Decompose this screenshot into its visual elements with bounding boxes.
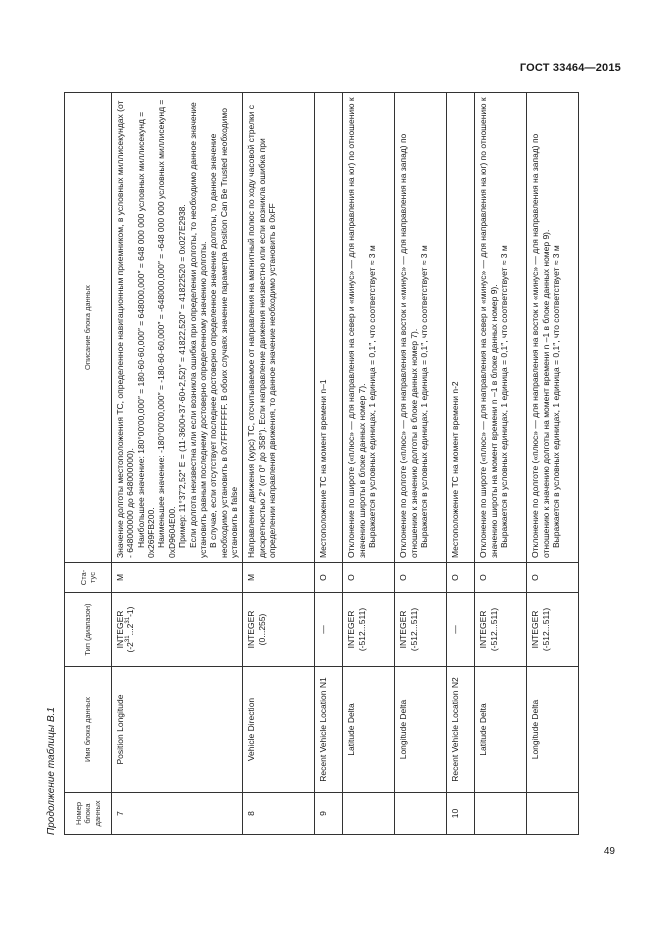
row-num <box>475 793 527 835</box>
row-type: INTEGER (-512...511) <box>343 593 395 667</box>
header-desc: Описание блока данных <box>65 93 112 563</box>
page-number: 49 <box>603 846 615 857</box>
table-row <box>475 93 527 835</box>
row-type: INTEGER (-512...511) <box>395 593 447 667</box>
row-status: O <box>527 563 579 593</box>
row-num: 8 <box>243 793 315 835</box>
row-num: 10 <box>447 793 475 835</box>
row-status: O <box>447 563 475 593</box>
row-type: INTEGER (-512...511) <box>527 593 579 667</box>
row-num: 7 <box>112 793 243 835</box>
row-num <box>395 793 447 835</box>
row-status: O <box>475 563 527 593</box>
row-desc: Значение долготы местоположения ТС, определенное навигационным приемником, в условных миллисекундах (от - 648000000 до 648000000). Наибольшее значение: 180°00′00,000″ = 180·60·60,000″ = 648000,000″ = 648 000 000 условных миллисекунд = 0x269FB200. Наименьшее значение: -180°00′00,000″ = -180·60·60,000″ = -648000,000″ = -648 000 000 условных миллисекунд = 0xD9604E00. Пример: 11°37′2,52″ E = (11·3600+37·60+2,52)″ = 41822,520″ = 41822520 = 0x027E2938. Если долгота неизвестна или если возникла ошибка при определении долготы, то необходимо данное значение установить равным последнему достоверно определенному значению долготы. В случае, если отсутствует последнее достоверно определенное значение долготы, то данное значение необходимо установить в 0x7FFFFFFF. В обоих случаях значение параметра Position Can Be Trusted необходимо установить в false <box>112 93 243 563</box>
row-desc: Местоположение ТС на момент времени n-2 <box>447 93 475 563</box>
row-type: INTEGER (0...255) <box>243 593 315 667</box>
row-name: Vehicle Direction <box>243 667 315 793</box>
rotated-table-area <box>44 93 592 835</box>
data-blocks-table <box>64 92 579 835</box>
row-status: O <box>315 563 343 593</box>
table-header-row <box>65 93 112 835</box>
row-name: Latitude Delta <box>475 667 527 793</box>
table-row <box>395 93 447 835</box>
row-num <box>343 793 395 835</box>
row-desc: Отклонение по долготе («плюс» — для направления на восток и «минус» — для направления на запад) по отношению к значению долготы на момент времени n –1 в блоке данных номер 9). Выражается в условных единицах, 1 единица = 0,1″, что соответствует ≈ 3 м <box>527 93 579 563</box>
row-name: Recent Vehicle Location N2 <box>447 667 475 793</box>
row-desc: Отклонение по широте («плюс» — для направления на север и «минус» — для направления на юг) по отношению к значению широты в блоке данных номер 7). Выражается в условных единицах, 1 единица = 0,1″, что соответствует ≈ 3 м <box>343 93 395 563</box>
table-row <box>527 93 579 835</box>
standard-header: ГОСТ 33464—2015 <box>519 62 621 74</box>
row-status: M <box>243 563 315 593</box>
table-row <box>112 93 243 835</box>
table-row <box>447 93 475 835</box>
row-name: Recent Vehicle Location N1 <box>315 667 343 793</box>
row-name: Longitude Delta <box>527 667 579 793</box>
row-desc: Местоположение ТС на момент времени n–1 <box>315 93 343 563</box>
header-status: Ста-тус <box>65 563 112 593</box>
table-row <box>343 93 395 835</box>
table-caption: Продолжение таблицы В.1 <box>46 707 57 835</box>
header-num: Номер блока данных <box>65 793 112 835</box>
header-type: Тип (диапазон) <box>65 593 112 667</box>
row-num <box>527 793 579 835</box>
row-name: Position Longitude <box>112 667 243 793</box>
type-label: INTEGER <box>115 610 125 649</box>
row-type <box>112 593 243 667</box>
row-type: — <box>447 593 475 667</box>
table-row <box>315 93 343 835</box>
row-desc: Направление движения (курс) ТС, отсчитываемое от направления на магнитный полюс по ходу часовой стрелки с дискретностью 2° (от 0° до 358°). Если направление движения неизвестно или если возникла ошибка при определении направления движения, то данное значение необходимо установить в 0xFF <box>243 93 315 563</box>
row-type: — <box>315 593 343 667</box>
row-status: M <box>112 563 243 593</box>
row-num: 9 <box>315 793 343 835</box>
row-status: O <box>343 563 395 593</box>
row-status: O <box>395 563 447 593</box>
type-range: $(-2^{31}...2^{31}-1)$ <box>125 606 136 653</box>
table-row <box>243 93 315 835</box>
header-name: Имя блока данных <box>65 667 112 793</box>
row-desc: Отклонение по широте («плюс» — для направления на север и «минус» — для направления на юг) по отношению к значению широты на момент времени n –1 в блоке данных номер 9). Выражается в условных единицах, 1 единица = 0,1″, что соответствует ≈ 3 м <box>475 93 527 563</box>
row-name: Longitude Delta <box>395 667 447 793</box>
row-name: Latitude Delta <box>343 667 395 793</box>
row-type: INTEGER (-512...511) <box>475 593 527 667</box>
row-desc: Отклонение по долготе («плюс» — для направления на восток и «минус» — для направления на запад) по отношению к значению долготы в блоке данных номер 7). Выражается в условных единицах, 1 единица = 0,1″, что соответствует ≈ 3 м <box>395 93 447 563</box>
